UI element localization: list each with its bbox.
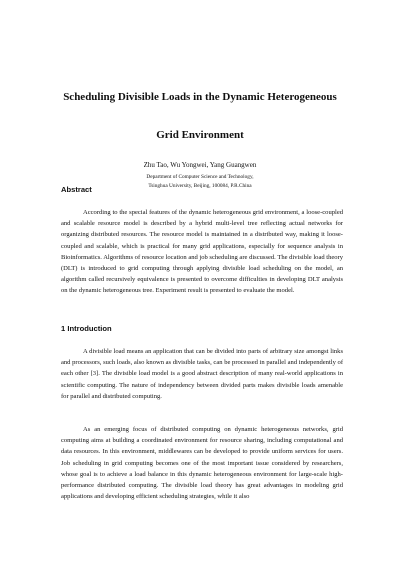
introduction-heading: 1 Introduction	[61, 324, 112, 333]
paper-title-line-2: Grid Environment	[156, 129, 244, 141]
abstract-heading: Abstract	[61, 185, 92, 194]
introduction-paragraph-1: A divisible load means an application that can be divided into parts of arbitrary size amongst links and processors, such loads, also known as divisible tasks, can be processed in parallel and independently of each other [3]. The divisible load model is a good abstract description of many real-world applications in scientific computing. The nature of independency between divided parts makes divisible loads amenable for parallel and distributed computing.	[61, 348, 343, 400]
affiliation-university: Tsinghua University, Beijing, 100084, P.R.China	[148, 183, 252, 189]
introduction-paragraph-2: As an emerging focus of distributed computing on dynamic heterogeneous networks, grid computing aims at building a coordinated environment for resource sharing, including computational and data resources. In this environment, middlewares can be developed to provide uniform services for users. Job scheduling in grid computing becomes one of the most important issue considered by researchers, whose goal is to achieve a load balance in this dynamic heterogeneous environment for large-scale high-performance distributed computing. The divisible load theory has great advantages in modeling grid applications and developing efficient scheduling strategies, while it also	[61, 426, 343, 501]
affiliation-department: Department of Computer Science and Technology,	[146, 174, 254, 180]
abstract-text: According to the special features of the dynamic heterogeneous grid environment, a loose-coupled and scalable resource model is described by a hybrid multi-level tree reflecting actual networks for organizing distributed resources. The resource model is maintained in a distributed way, making it loose-coupled and scalable, which is practical for many grid applications, especially for sequence analysis in Bioinformatics. Algorithms of resource location and job scheduling are discussed. The divisible load theory (DLT) is introduced to grid computing through applying divisible load scheduling on the model, an algorithm called recursively equivalence is presented to overcome difficulties in developing DLT analysis on the dynamic heterogeneous tree. Experiment result is presented to evaluate the model.	[61, 209, 343, 295]
authors: Zhu Tao, Wu Yongwei, Yang Guangwen	[143, 161, 257, 169]
paper-title-line-1: Scheduling Divisible Loads in the Dynamic Heterogeneous	[63, 91, 337, 103]
